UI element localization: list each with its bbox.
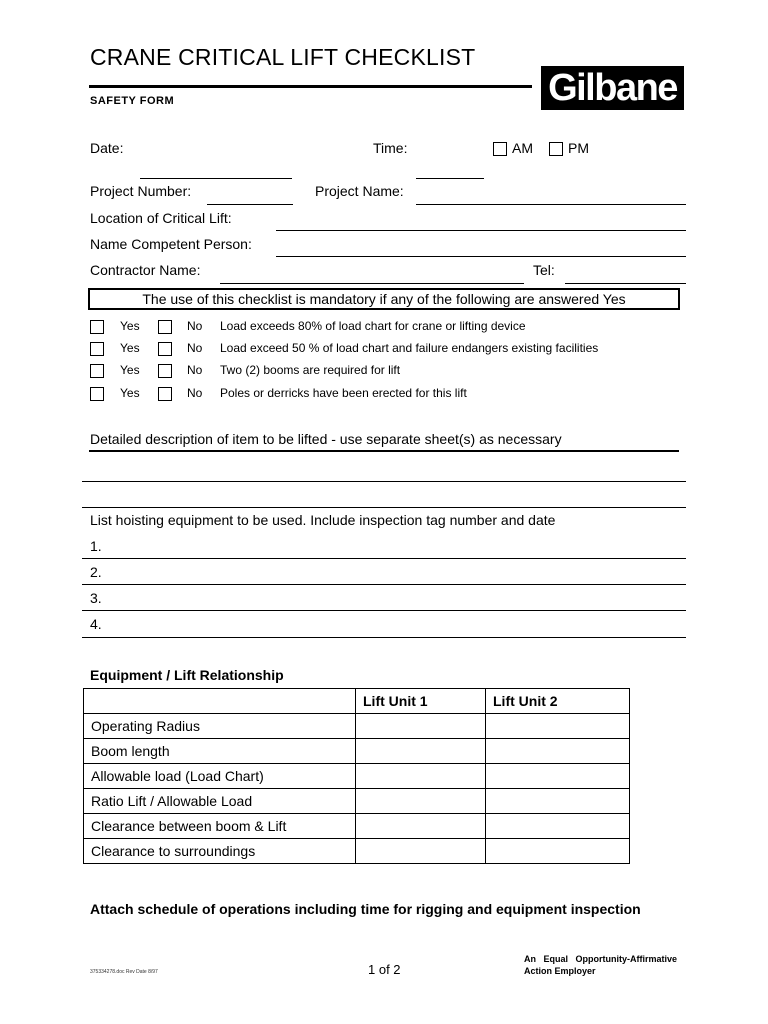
location-label: Location of Critical Lift: <box>90 210 232 226</box>
date-label: Date: <box>90 140 124 156</box>
time-label: Time: <box>373 140 408 156</box>
yes-checkbox[interactable] <box>90 320 104 334</box>
form-subtitle: SAFETY FORM <box>90 95 175 107</box>
project-number-field[interactable] <box>207 204 293 205</box>
table-header-lift-unit-2: Lift Unit 2 <box>486 689 630 714</box>
table-row <box>84 714 630 739</box>
project-name-label: Project Name: <box>315 183 404 199</box>
yes-checkbox[interactable] <box>90 364 104 378</box>
document-reference: 375334278.doc Rev Date 8/97 <box>90 969 158 975</box>
lift-unit-1-cell[interactable] <box>356 814 486 839</box>
yes-checkbox[interactable] <box>90 342 104 356</box>
description-label: Detailed description of item to be lifted - use separate sheet(s) as necessary <box>90 431 562 447</box>
question-text: Two (2) booms are required for lift <box>220 363 401 377</box>
lift-unit-1-cell[interactable] <box>356 739 486 764</box>
table-row <box>84 839 630 864</box>
eo-statement <box>524 953 677 977</box>
row-label: Allowable load (Load Chart) <box>84 764 356 789</box>
gilbane-logo: Gilbane <box>541 66 684 110</box>
no-checkbox[interactable] <box>158 364 172 378</box>
no-checkbox[interactable] <box>158 387 172 401</box>
yes-label: Yes <box>120 386 140 400</box>
hoisting-line[interactable] <box>82 584 686 585</box>
time-field[interactable] <box>416 178 484 179</box>
title-underline <box>89 85 532 88</box>
lift-unit-2-cell[interactable] <box>486 814 630 839</box>
question-text: Load exceeds 80% of load chart for crane or lifting device <box>220 319 526 333</box>
yes-label: Yes <box>120 363 140 377</box>
row-label: Clearance between boom & Lift <box>84 814 356 839</box>
hoisting-item: 1. <box>90 538 102 554</box>
table-row <box>84 789 630 814</box>
row-label: Boom length <box>84 739 356 764</box>
hoisting-label: List hoisting equipment to be used. Include inspection tag number and date <box>90 512 556 528</box>
lift-unit-2-cell[interactable] <box>486 839 630 864</box>
table-row <box>84 764 630 789</box>
row-label: Clearance to surroundings <box>84 839 356 864</box>
eo-line-1: An Equal Opportunity-Affirmative <box>524 954 678 964</box>
date-field[interactable] <box>140 178 292 179</box>
pm-checkbox[interactable] <box>549 142 563 156</box>
lift-unit-1-cell[interactable] <box>356 764 486 789</box>
table-header-row <box>84 689 630 714</box>
lift-unit-2-cell[interactable] <box>486 789 630 814</box>
page-number: 1 of 2 <box>368 962 401 977</box>
lift-unit-2-cell[interactable] <box>486 764 630 789</box>
contractor-label: Contractor Name: <box>90 262 201 278</box>
competent-person-label: Name Competent Person: <box>90 236 252 252</box>
competent-person-field[interactable] <box>276 256 686 257</box>
hoisting-item: 4. <box>90 616 102 632</box>
question-text: Poles or derricks have been erected for this lift <box>220 386 467 400</box>
yes-checkbox[interactable] <box>90 387 104 401</box>
hoisting-item: 2. <box>90 564 102 580</box>
lift-unit-2-cell[interactable] <box>486 714 630 739</box>
relationship-table <box>83 688 630 864</box>
lift-unit-1-cell[interactable] <box>356 714 486 739</box>
tel-field[interactable] <box>565 283 686 284</box>
lift-unit-1-cell[interactable] <box>356 839 486 864</box>
lift-unit-2-cell[interactable] <box>486 739 630 764</box>
eo-line-2: Action Employer <box>524 966 596 976</box>
no-checkbox[interactable] <box>158 342 172 356</box>
yes-label: Yes <box>120 319 140 333</box>
no-label: No <box>187 363 203 377</box>
lift-unit-1-cell[interactable] <box>356 789 486 814</box>
description-underline <box>89 450 679 452</box>
table-header-lift-unit-1: Lift Unit 1 <box>356 689 486 714</box>
hoisting-line[interactable] <box>82 558 686 559</box>
attach-schedule-note: Attach schedule of operations including time for rigging and equipment inspection <box>90 901 641 917</box>
relationship-title: Equipment / Lift Relationship <box>90 667 284 683</box>
location-field[interactable] <box>276 230 686 231</box>
form-title: CRANE CRITICAL LIFT CHECKLIST <box>90 44 476 70</box>
table-header-blank <box>84 689 356 714</box>
am-checkbox[interactable] <box>493 142 507 156</box>
no-label: No <box>187 341 203 355</box>
row-label: Ratio Lift / Allowable Load <box>84 789 356 814</box>
row-label: Operating Radius <box>84 714 356 739</box>
pm-label: PM <box>568 140 589 156</box>
am-label: AM <box>512 140 533 156</box>
yes-label: Yes <box>120 341 140 355</box>
no-label: No <box>187 319 203 333</box>
mandatory-banner: The use of this checklist is mandatory if any of the following are answered Yes <box>88 288 680 310</box>
hoisting-line[interactable] <box>82 637 686 638</box>
project-name-field[interactable] <box>416 204 686 205</box>
no-checkbox[interactable] <box>158 320 172 334</box>
hoisting-item: 3. <box>90 590 102 606</box>
hoisting-line[interactable] <box>82 610 686 611</box>
description-line[interactable] <box>82 507 686 508</box>
question-text: Load exceed 50 % of load chart and failure endangers existing facilities <box>220 341 599 355</box>
no-label: No <box>187 386 203 400</box>
tel-label: Tel: <box>533 262 555 278</box>
table-row <box>84 814 630 839</box>
table-row <box>84 739 630 764</box>
description-line[interactable] <box>82 481 686 482</box>
project-number-label: Project Number: <box>90 183 192 199</box>
contractor-field[interactable] <box>220 283 524 284</box>
